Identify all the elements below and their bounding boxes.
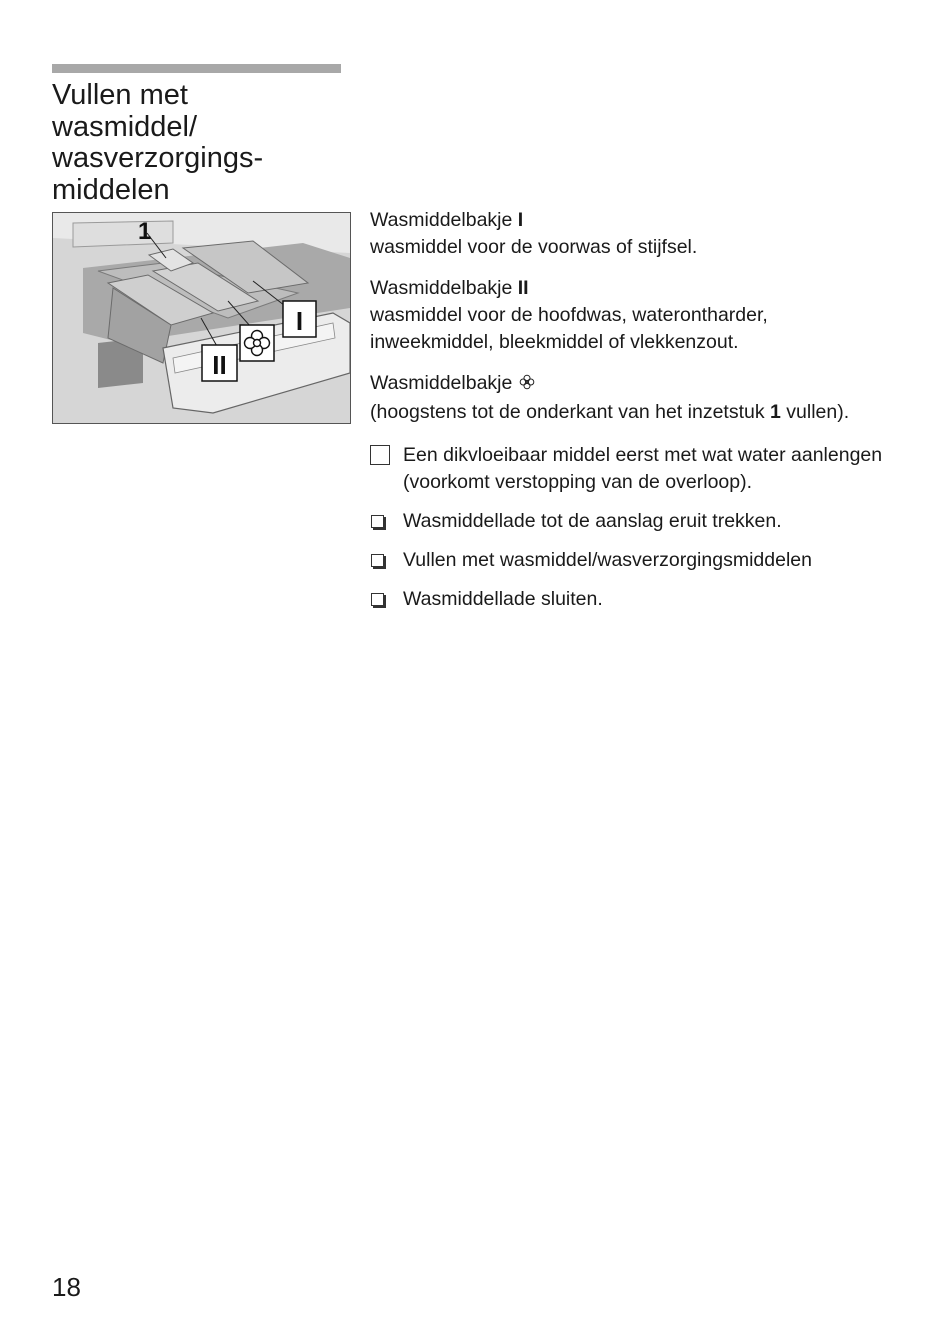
title-line: wasmiddel/: [52, 110, 198, 143]
checkbox-bullet-icon: [371, 554, 384, 567]
checkbox-bullet-icon: [371, 593, 384, 606]
title-line: wasverzorgings-: [52, 142, 264, 174]
compartment-label: Wasmiddelbakje: [370, 209, 513, 231]
flower-icon: [518, 372, 536, 399]
compartment-marker: II: [517, 277, 529, 299]
note-text: Een dikvloeibaar middel eerst met wat water aanlengen (voorkomt verstopping van de overloop).: [403, 444, 883, 493]
checkbox-bullet-icon: [371, 515, 384, 528]
compartment-II: [370, 275, 890, 356]
compartment-desc: (hoogstens tot de onderkant van het inzetstuk 1 vullen).: [370, 401, 850, 423]
callout-I-label: I: [295, 306, 304, 336]
compartment-marker: I: [517, 209, 524, 231]
instruction-list: [370, 442, 890, 613]
section-rule: [52, 64, 341, 73]
compartment-label: Wasmiddelbakje: [370, 372, 513, 394]
section-title: [52, 80, 352, 206]
step-text: Wasmiddellade tot de aanslag eruit trekken.: [403, 510, 782, 532]
compartment-softener: [370, 370, 890, 426]
detergent-drawer-illustration: [52, 212, 351, 424]
callout-1-label: 1: [138, 218, 152, 245]
compartment-desc: wasmiddel voor de hoofdwas, waterontharder, inweekmiddel, bleekmiddel of vlekkenzout.: [370, 304, 768, 353]
list-item: [370, 586, 890, 613]
step-text: Wasmiddellade sluiten.: [403, 588, 603, 610]
compartment-desc: wasmiddel voor de voorwas of stijfsel.: [370, 236, 698, 258]
note-icon: [370, 445, 390, 465]
callout-II-label: II: [212, 350, 227, 380]
title-line: middelen: [52, 173, 170, 206]
step-text: Vullen met wasmiddel/wasverzorgingsmiddelen: [403, 549, 812, 571]
content-column: [370, 207, 890, 625]
compartment-label: Wasmiddelbakje: [370, 277, 513, 299]
page-number: 18: [52, 1272, 81, 1302]
list-item: [370, 547, 890, 574]
list-item: [370, 508, 890, 535]
note-item: [370, 442, 890, 496]
compartment-I: [370, 207, 890, 261]
title-line: Vullen met: [52, 79, 188, 111]
